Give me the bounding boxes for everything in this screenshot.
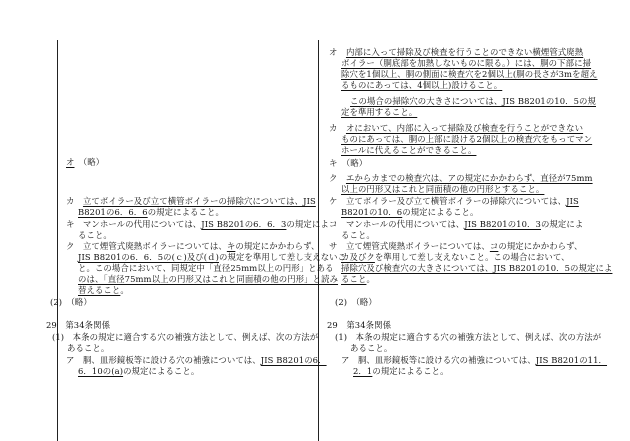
item-ka-old-line: B8201の6．6．6の規定によること。 — [78, 207, 224, 217]
item-o-new-sub-line: この場合の掃除穴の大きさについては、JIS B8201の10．5の規 — [350, 96, 596, 106]
item-sa-new-line: カ及びクを準用して差し支えないこと。この場合において、 — [341, 252, 570, 262]
item-ku-old-line: 替えること。 — [78, 285, 129, 295]
item-sa-new-line: 掃除穴及び検査穴の大きさについては、JIS B8201の10．5の規定によ — [341, 263, 613, 273]
item-ku-new-line: ク エからカまでの検査穴は、アの規定にかかわらず、直径が75mm — [329, 173, 593, 183]
item-o-label: オ — [66, 157, 75, 167]
paragraph-1-new-line: (1) 本条の規定に適合する穴の補強方法として、例えば、次の方法が — [335, 332, 602, 342]
item-sa-new-line: サ 立て煙管式廃熱ボイラーについては、コの規定にかかわらず、 — [329, 241, 583, 251]
item-a-old-line: ア 胴、皿形鏡板等に設ける穴の補強については、JIS B8201の6． — [66, 355, 327, 365]
paragraph-1-old-line: (1) 本条の規定に適合する穴の補強方法として、例えば、次の方法が — [52, 332, 319, 342]
item-ka-new-line: ホールに代えることができること。 — [341, 145, 477, 155]
item-ku-old-line: JIS B8201の6．6．5の(ｃ)及び(ｄ)の規定を準用して差し支えないこ — [78, 252, 347, 262]
item-ko-new-line: ること。 — [341, 230, 375, 240]
item-o-text: （略） — [82, 157, 105, 167]
section-title-old: 29 第34条関係 — [46, 320, 111, 330]
item-sa-new-line: ること。 — [341, 274, 375, 284]
section-title-new: 29 第34条関係 — [327, 320, 392, 330]
item-a-new-line: 2．1の規定によること。 — [353, 366, 449, 376]
item-ka-old-line: カ 立てボイラー及び立て横管ボイラーの掃除穴については、JIS — [66, 196, 316, 206]
item-2-new: (2) （略） — [335, 297, 377, 307]
left-margin-rule — [57, 40, 58, 441]
item-ko-new-line: コ マンホールの代用については、JIS B8201の10．3の規定によ — [329, 219, 584, 229]
paragraph-1-old-line: あること。 — [67, 343, 110, 353]
item-o-new-line: 除穴を1個以上、胴の側面に検査穴を2個以上(胴の長さが3mを超え — [341, 69, 598, 79]
item-a-new-line: ア 胴、皿形鏡板等に設ける穴の補強については、JIS B8201の11． — [341, 355, 608, 365]
item-o-new-sub-line: 定を準用すること。 — [341, 107, 418, 117]
item-ku-old-line: のは、「直径75mm以上の円形又はこれと同面積の他の円形」と読み — [78, 274, 339, 284]
item-ke-new-line: B8201の10．6の規定によること。 — [341, 207, 479, 217]
item-o-old — [66, 157, 104, 168]
item-ka-new-line: カ オにおいて、内部に入って掃除及び検査を行うことができない — [329, 123, 584, 133]
item-2-old: (2) （略） — [50, 297, 92, 307]
item-ki-new: キ （略） — [329, 158, 368, 168]
item-ki-old-line: キ マンホールの代用については、JIS B8201の6．6．3の規定によ — [66, 219, 329, 229]
item-o-new-line: るものにあっては、4個以上)設けること。 — [341, 80, 503, 90]
item-ka-new-line: ものにあっては、胴の上部に設ける2個以上の検査穴をもってマン — [341, 134, 593, 144]
item-a-old-line: 6．10の(a)の規定によること。 — [78, 366, 200, 376]
item-o-new-line: オ 内部に入って掃除及び検査を行うことのできない横煙管式廃熱 — [329, 47, 584, 57]
item-ki-old-line: ること。 — [78, 230, 112, 240]
item-ku-old-line: と。この場合において、同規定中「直径25mm以上の円形」とある — [78, 263, 334, 273]
item-ku-new-line: 以上の円形又はこれと同面積の他の円形とすること。 — [341, 184, 545, 194]
paragraph-1-new-line: あること。 — [350, 343, 393, 353]
item-ke-new-line: ケ 立てボイラー及び立て横管ボイラーの掃除穴については、JIS — [329, 196, 579, 206]
item-o-new-line: ボイラー（胴底部を加熱しないものに限る。）には、胴の下部に掃 — [341, 58, 592, 68]
item-ku-old-line: ク 立て煙管式廃熱ボイラーについては、キの規定にかかわらず、 — [66, 241, 320, 251]
